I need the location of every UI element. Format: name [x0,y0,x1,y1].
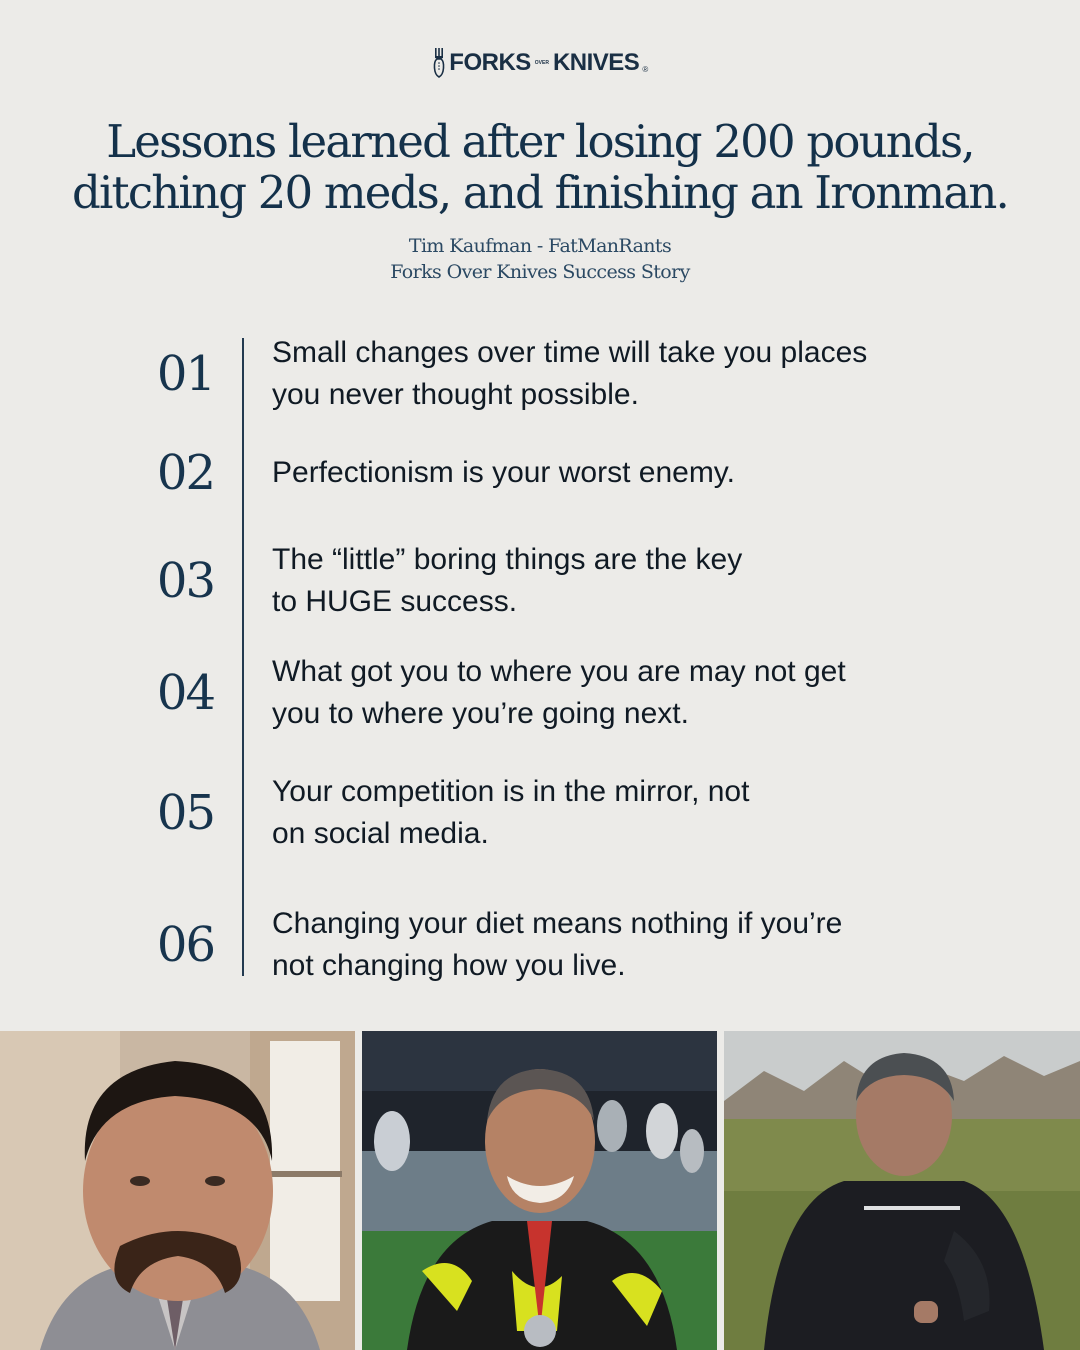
logo-word-forks: FORKS [449,49,531,76]
photo-strip [0,1031,1080,1350]
lesson-number: 03 [156,553,214,609]
lesson-item-03 [0,536,1080,626]
lesson-text: Your competition is in the mirror, not on social media. [272,775,750,850]
headline [0,116,1080,218]
logo-word-knives: KNIVES [552,49,640,76]
lesson-item-05 [0,768,1080,858]
lesson-number: 04 [156,665,214,721]
forks-over-knives-logo [0,46,1080,80]
lesson-item-01 [0,329,1080,419]
lesson-text: What got you to where you are may not get you to where you’re going next. [272,655,846,730]
byline [0,233,1080,285]
headline-line-1: Lessons learned after losing 200 pounds, [106,115,974,168]
lesson-item-04 [0,648,1080,738]
lesson-number: 02 [156,445,214,501]
lesson-item-02 [0,428,1080,518]
race-finish-photo [362,1031,717,1350]
lesson-text: Small changes over time will take you places you never thought possible. [272,336,868,411]
logo-word-over: OVER [534,59,549,66]
registered-mark: ® [642,65,648,74]
running-photo [724,1031,1080,1350]
lesson-number: 05 [156,785,214,841]
headline-line-2: ditching 20 meds, and finishing an Ironman. [71,166,1009,219]
fork-icon [432,48,446,78]
lesson-text: The “little” boring things are the key to HUGE success. [272,543,743,618]
lesson-text: Perfectionism is your worst enemy. [272,456,735,489]
before-photo [0,1031,355,1350]
lesson-number: 01 [156,346,214,402]
lesson-item-06 [0,900,1080,990]
lesson-number: 06 [156,917,214,973]
lesson-text: Changing your diet means nothing if you’re not changing how you live. [272,907,843,982]
byline-author: Tim Kaufman - FatManRants [408,235,672,257]
byline-subtitle: Forks Over Knives Success Story [390,261,690,283]
